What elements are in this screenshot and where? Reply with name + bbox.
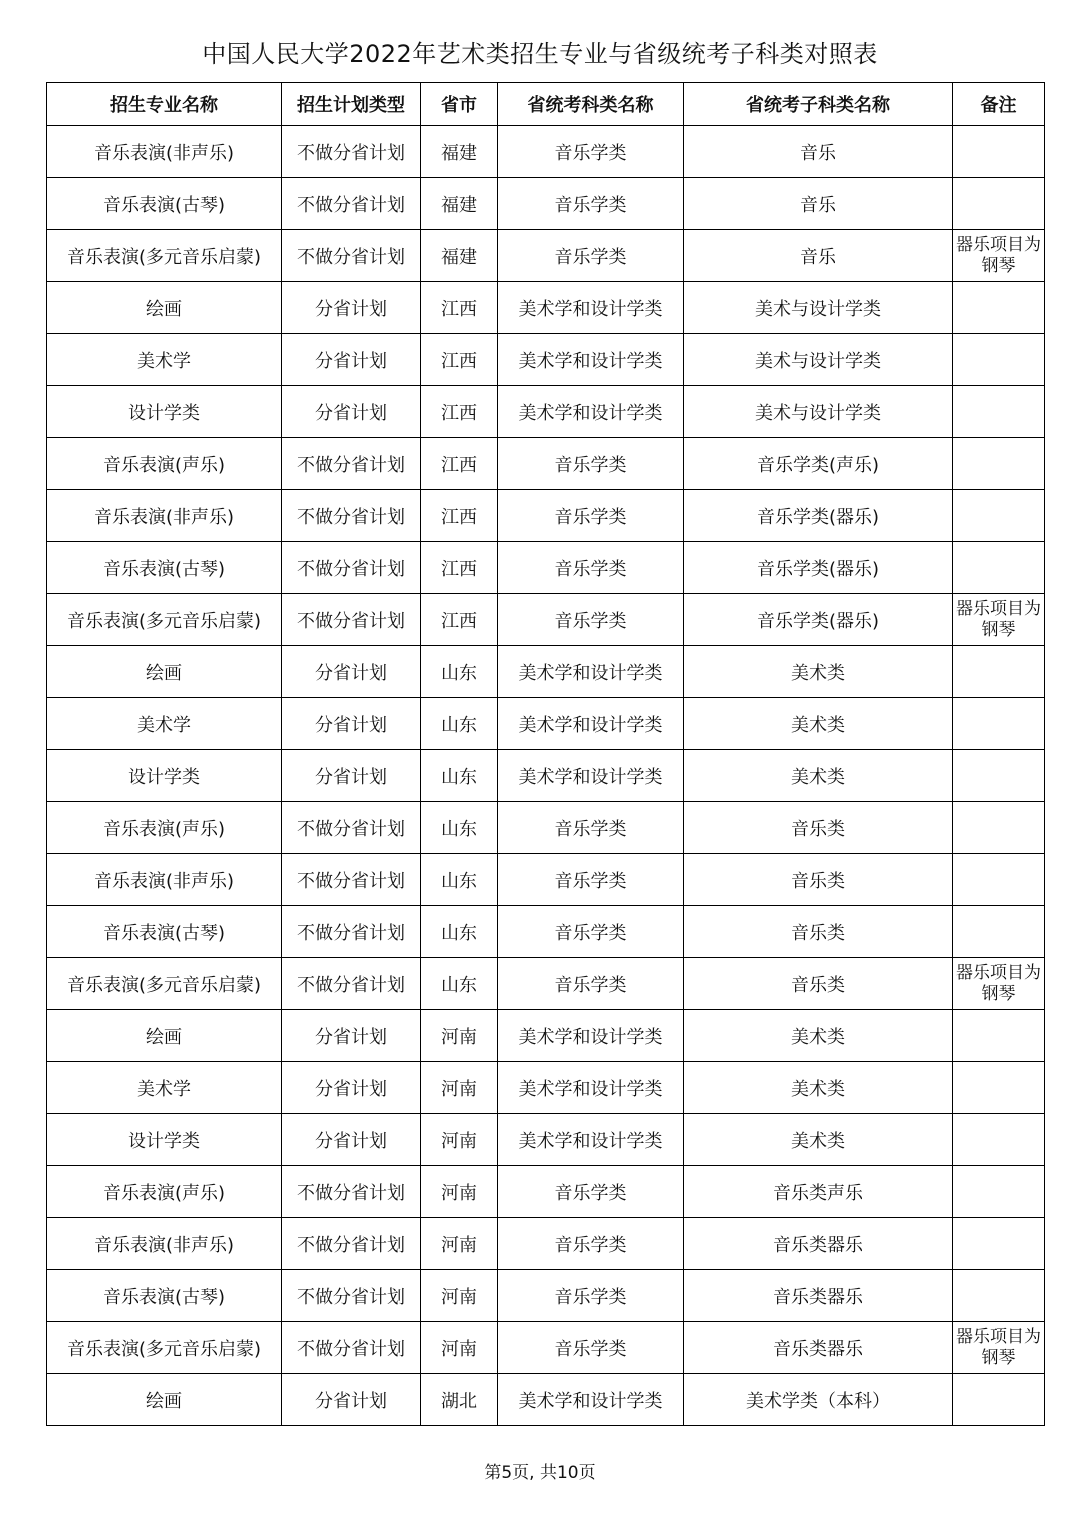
cell-plan-type: 不做分省计划 (282, 1218, 421, 1270)
table-row (47, 854, 1045, 906)
cell-exam-subcategory: 音乐学类(器乐) (684, 594, 953, 646)
table-row (47, 594, 1045, 646)
cell-plan-type: 不做分省计划 (282, 542, 421, 594)
cell-province: 山东 (421, 646, 498, 698)
cell-exam-category: 音乐学类 (498, 542, 684, 594)
cell-remarks (953, 854, 1045, 906)
cell-remarks: 器乐项目为钢琴 (953, 1322, 1045, 1374)
cell-plan-type: 分省计划 (282, 282, 421, 334)
cell-exam-subcategory: 美术与设计学类 (684, 386, 953, 438)
header-remarks: 备注 (953, 83, 1045, 126)
table-row (47, 958, 1045, 1010)
cell-exam-category: 美术学和设计学类 (498, 282, 684, 334)
cell-remarks (953, 802, 1045, 854)
cell-plan-type: 分省计划 (282, 334, 421, 386)
cell-province: 山东 (421, 854, 498, 906)
cell-exam-category: 音乐学类 (498, 802, 684, 854)
cell-remarks (953, 646, 1045, 698)
cell-plan-type: 不做分省计划 (282, 1166, 421, 1218)
cell-remarks (953, 438, 1045, 490)
cell-exam-category: 音乐学类 (498, 854, 684, 906)
cell-exam-category: 音乐学类 (498, 126, 684, 178)
cell-exam-category: 美术学和设计学类 (498, 334, 684, 386)
header-exam-subcategory: 省统考子科类名称 (684, 83, 953, 126)
cell-province: 福建 (421, 126, 498, 178)
cell-province: 河南 (421, 1062, 498, 1114)
cell-exam-subcategory: 音乐类 (684, 854, 953, 906)
cell-major-name: 音乐表演(非声乐) (47, 854, 282, 906)
cell-plan-type: 不做分省计划 (282, 1322, 421, 1374)
cell-major-name: 音乐表演(声乐) (47, 1166, 282, 1218)
table-row (47, 1166, 1045, 1218)
table-row (47, 126, 1045, 178)
cell-remarks (953, 698, 1045, 750)
table-header-row (47, 83, 1045, 126)
cell-province: 河南 (421, 1270, 498, 1322)
table-row (47, 1218, 1045, 1270)
cell-major-name: 设计学类 (47, 1114, 282, 1166)
cell-exam-category: 音乐学类 (498, 1166, 684, 1218)
cell-province: 河南 (421, 1114, 498, 1166)
cell-plan-type: 不做分省计划 (282, 438, 421, 490)
table-row (47, 386, 1045, 438)
cell-exam-subcategory: 音乐类声乐 (684, 1166, 953, 1218)
cell-plan-type: 不做分省计划 (282, 958, 421, 1010)
cell-remarks (953, 906, 1045, 958)
cell-exam-subcategory: 音乐 (684, 178, 953, 230)
cell-plan-type: 不做分省计划 (282, 126, 421, 178)
cell-exam-subcategory: 美术类 (684, 1114, 953, 1166)
cell-major-name: 音乐表演(多元音乐启蒙) (47, 594, 282, 646)
cell-exam-subcategory: 音乐学类(器乐) (684, 490, 953, 542)
cell-plan-type: 不做分省计划 (282, 906, 421, 958)
table-row (47, 1010, 1045, 1062)
page-footer: 第5页, 共10页 (484, 1463, 596, 1483)
cell-exam-category: 美术学和设计学类 (498, 646, 684, 698)
cell-remarks (953, 490, 1045, 542)
cell-remarks (953, 1114, 1045, 1166)
cell-exam-subcategory: 音乐类 (684, 802, 953, 854)
cell-province: 河南 (421, 1322, 498, 1374)
cell-remarks (953, 386, 1045, 438)
cell-exam-category: 音乐学类 (498, 958, 684, 1010)
document-title: 中国人民大学2022年艺术类招生专业与省级统考子科类对照表 (202, 40, 878, 68)
cell-major-name: 音乐表演(多元音乐启蒙) (47, 1322, 282, 1374)
cell-remarks (953, 126, 1045, 178)
cell-major-name: 美术学 (47, 334, 282, 386)
cell-exam-subcategory: 美术类 (684, 1062, 953, 1114)
table-row (47, 1374, 1045, 1426)
cell-exam-subcategory: 美术类 (684, 750, 953, 802)
cell-major-name: 音乐表演(多元音乐启蒙) (47, 230, 282, 282)
cell-major-name: 美术学 (47, 1062, 282, 1114)
cell-exam-category: 音乐学类 (498, 1322, 684, 1374)
cell-province: 湖北 (421, 1374, 498, 1426)
cell-province: 河南 (421, 1166, 498, 1218)
cell-province: 江西 (421, 438, 498, 490)
cell-exam-category: 音乐学类 (498, 230, 684, 282)
cell-plan-type: 不做分省计划 (282, 490, 421, 542)
cell-remarks (953, 334, 1045, 386)
cell-plan-type: 不做分省计划 (282, 230, 421, 282)
cell-province: 福建 (421, 230, 498, 282)
cell-plan-type: 不做分省计划 (282, 178, 421, 230)
cell-province: 山东 (421, 906, 498, 958)
cell-exam-category: 美术学和设计学类 (498, 1114, 684, 1166)
cell-province: 河南 (421, 1218, 498, 1270)
table-row (47, 542, 1045, 594)
cell-remarks (953, 1062, 1045, 1114)
cell-exam-subcategory: 美术类 (684, 646, 953, 698)
table-row (47, 750, 1045, 802)
cell-exam-subcategory: 美术类 (684, 1010, 953, 1062)
cell-exam-category: 音乐学类 (498, 906, 684, 958)
cell-province: 江西 (421, 594, 498, 646)
cell-major-name: 音乐表演(多元音乐启蒙) (47, 958, 282, 1010)
cell-remarks: 器乐项目为钢琴 (953, 958, 1045, 1010)
cell-major-name: 音乐表演(古琴) (47, 542, 282, 594)
cell-exam-category: 美术学和设计学类 (498, 386, 684, 438)
cell-remarks (953, 282, 1045, 334)
cell-remarks (953, 1218, 1045, 1270)
cell-plan-type: 分省计划 (282, 1374, 421, 1426)
header-exam-category: 省统考科类名称 (498, 83, 684, 126)
cell-province: 河南 (421, 1010, 498, 1062)
cell-exam-subcategory: 音乐 (684, 230, 953, 282)
cell-plan-type: 分省计划 (282, 646, 421, 698)
cell-major-name: 美术学 (47, 698, 282, 750)
cell-province: 山东 (421, 750, 498, 802)
table-row (47, 230, 1045, 282)
cell-major-name: 音乐表演(古琴) (47, 178, 282, 230)
table-row (47, 178, 1045, 230)
cell-province: 江西 (421, 282, 498, 334)
table-row (47, 646, 1045, 698)
cell-exam-category: 美术学和设计学类 (498, 750, 684, 802)
cell-plan-type: 分省计划 (282, 1062, 421, 1114)
header-major-name: 招生专业名称 (47, 83, 282, 126)
cell-exam-subcategory: 美术与设计学类 (684, 282, 953, 334)
cell-exam-category: 美术学和设计学类 (498, 698, 684, 750)
cell-exam-category: 美术学和设计学类 (498, 1010, 684, 1062)
cell-plan-type: 分省计划 (282, 698, 421, 750)
cell-plan-type: 不做分省计划 (282, 1270, 421, 1322)
table-row (47, 1270, 1045, 1322)
cell-plan-type: 分省计划 (282, 386, 421, 438)
cell-exam-category: 音乐学类 (498, 178, 684, 230)
table-row (47, 698, 1045, 750)
cell-remarks (953, 1166, 1045, 1218)
cell-major-name: 音乐表演(古琴) (47, 1270, 282, 1322)
cell-major-name: 设计学类 (47, 750, 282, 802)
cell-major-name: 音乐表演(声乐) (47, 802, 282, 854)
cell-exam-subcategory: 音乐类器乐 (684, 1218, 953, 1270)
table-row (47, 1322, 1045, 1374)
cell-major-name: 绘画 (47, 1010, 282, 1062)
cell-plan-type: 分省计划 (282, 750, 421, 802)
header-province: 省市 (421, 83, 498, 126)
table-row (47, 1062, 1045, 1114)
cell-province: 江西 (421, 490, 498, 542)
cell-province: 山东 (421, 698, 498, 750)
cell-exam-subcategory: 美术与设计学类 (684, 334, 953, 386)
cell-exam-category: 音乐学类 (498, 594, 684, 646)
cell-major-name: 音乐表演(非声乐) (47, 1218, 282, 1270)
cell-province: 福建 (421, 178, 498, 230)
cell-exam-subcategory: 美术学类（本科） (684, 1374, 953, 1426)
cell-plan-type: 分省计划 (282, 1010, 421, 1062)
header-plan-type: 招生计划类型 (282, 83, 421, 126)
cell-plan-type: 分省计划 (282, 1114, 421, 1166)
cell-major-name: 音乐表演(古琴) (47, 906, 282, 958)
cell-major-name: 绘画 (47, 646, 282, 698)
table-row (47, 282, 1045, 334)
cell-exam-category: 音乐学类 (498, 490, 684, 542)
cell-plan-type: 不做分省计划 (282, 854, 421, 906)
table-row (47, 334, 1045, 386)
cell-remarks (953, 542, 1045, 594)
table-row (47, 906, 1045, 958)
cell-province: 山东 (421, 958, 498, 1010)
cell-exam-category: 美术学和设计学类 (498, 1374, 684, 1426)
cell-remarks (953, 1374, 1045, 1426)
cell-remarks (953, 750, 1045, 802)
cell-remarks (953, 1010, 1045, 1062)
mapping-table (46, 82, 1045, 1426)
cell-exam-category: 音乐学类 (498, 438, 684, 490)
table-row (47, 490, 1045, 542)
cell-major-name: 音乐表演(声乐) (47, 438, 282, 490)
table-row (47, 1114, 1045, 1166)
cell-major-name: 设计学类 (47, 386, 282, 438)
cell-major-name: 绘画 (47, 1374, 282, 1426)
cell-province: 江西 (421, 542, 498, 594)
cell-plan-type: 不做分省计划 (282, 594, 421, 646)
cell-exam-subcategory: 音乐学类(器乐) (684, 542, 953, 594)
table-body (47, 126, 1045, 1426)
cell-exam-subcategory: 音乐 (684, 126, 953, 178)
cell-remarks: 器乐项目为钢琴 (953, 230, 1045, 282)
cell-plan-type: 不做分省计划 (282, 802, 421, 854)
cell-exam-subcategory: 音乐学类(声乐) (684, 438, 953, 490)
cell-exam-category: 美术学和设计学类 (498, 1062, 684, 1114)
table-row (47, 802, 1045, 854)
cell-province: 江西 (421, 386, 498, 438)
cell-province: 江西 (421, 334, 498, 386)
cell-exam-subcategory: 音乐类 (684, 906, 953, 958)
cell-remarks: 器乐项目为钢琴 (953, 594, 1045, 646)
cell-exam-category: 音乐学类 (498, 1270, 684, 1322)
cell-remarks (953, 178, 1045, 230)
cell-exam-category: 音乐学类 (498, 1218, 684, 1270)
cell-exam-subcategory: 音乐类器乐 (684, 1322, 953, 1374)
cell-major-name: 音乐表演(非声乐) (47, 126, 282, 178)
cell-major-name: 绘画 (47, 282, 282, 334)
cell-province: 山东 (421, 802, 498, 854)
cell-exam-subcategory: 美术类 (684, 698, 953, 750)
cell-exam-subcategory: 音乐类 (684, 958, 953, 1010)
cell-exam-subcategory: 音乐类器乐 (684, 1270, 953, 1322)
cell-major-name: 音乐表演(非声乐) (47, 490, 282, 542)
cell-remarks (953, 1270, 1045, 1322)
table-row (47, 438, 1045, 490)
